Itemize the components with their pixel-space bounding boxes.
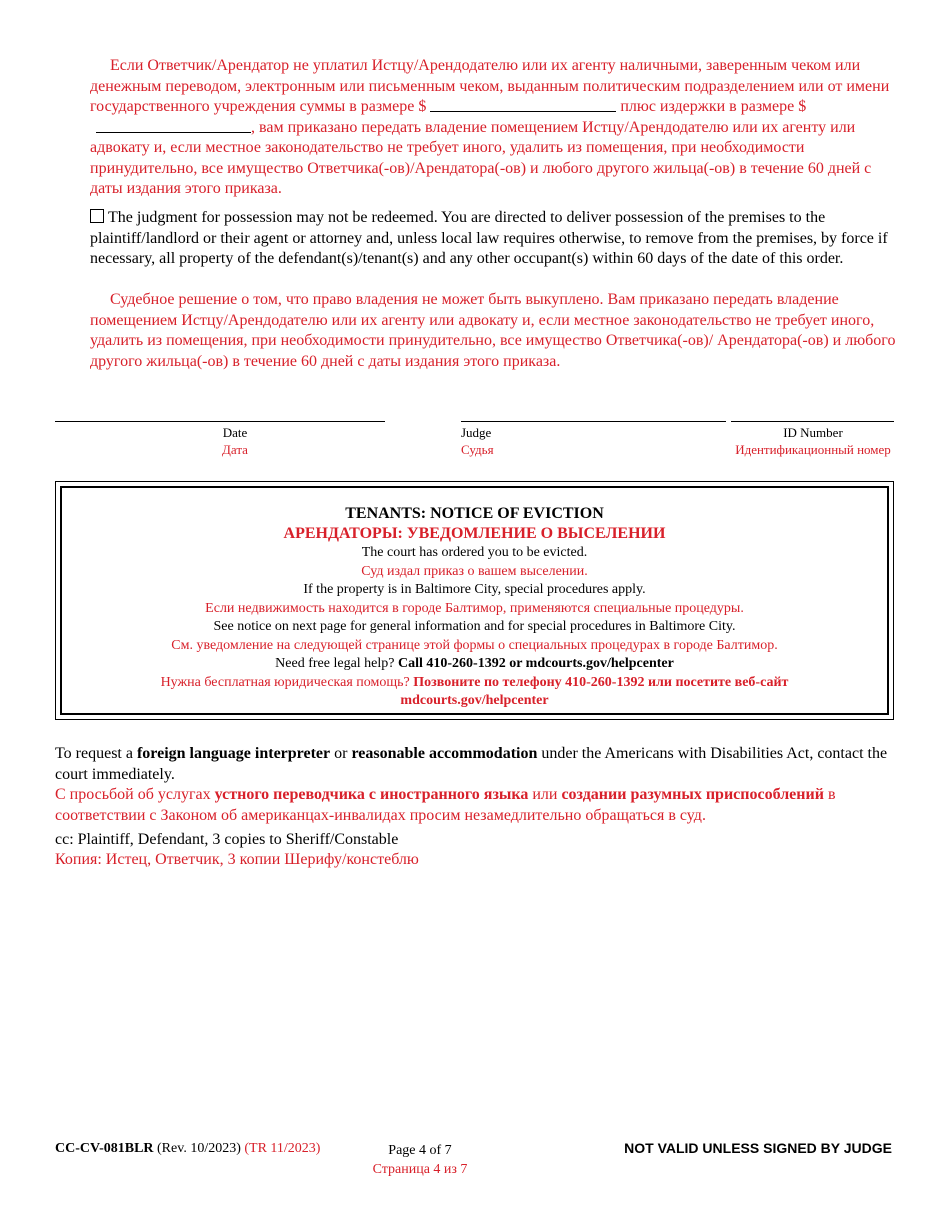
date-signature-line[interactable] — [55, 421, 385, 422]
notice-line2-ru: Если недвижимость находится в городе Балтимор, применяются специальные процедуры. — [205, 600, 744, 616]
redeem-text-part2: плюс издержки в размере $ — [620, 98, 807, 115]
date-label — [175, 424, 295, 458]
judge-signature-line[interactable] — [461, 421, 726, 422]
accom-ru-text1: С просьбой об услугах — [55, 786, 211, 803]
cc-en: cc: Plaintiff, Defendant, 3 copies to Sheriff/Constable — [55, 831, 399, 848]
help-prefix-en: Need free legal help? — [275, 656, 395, 671]
notice-help-ru — [62, 674, 887, 693]
page-number — [360, 1141, 480, 1179]
redeem-amount-field[interactable] — [430, 97, 616, 112]
id-number-line[interactable] — [731, 421, 894, 422]
eviction-notice-content — [62, 504, 887, 711]
no-redeem-paragraph-en — [90, 208, 900, 270]
accom-ru-text2: или — [532, 786, 558, 803]
help-contact-en[interactable]: Call 410-260-1392 or mdcourts.gov/helpcenter — [398, 656, 674, 671]
redeem-text-part3: , вам приказано передать владение помещением Истцу/Арендодателю или их агенту или адвокату и, если местное законодательство не требует иного, удалить из помещения, при необходимости принудительно, все имущество Ответчика(-ов)/Арендатора(-ов) и любого другого жильца(-ов) в течение 60 дней с даты издания этого приказа. — [90, 118, 872, 197]
accommodation-ru — [55, 785, 900, 826]
id-number-label — [718, 424, 908, 458]
notice-help-en — [62, 655, 887, 674]
eviction-notice-inner-border — [60, 486, 889, 715]
notice-line2-en: If the property is in Baltimore City, special procedures apply. — [303, 582, 646, 597]
form-revision: (Rev. 10/2023) — [157, 1141, 241, 1156]
notice-line3-ru: См. уведомление на следующей странице этой формы о специальных процедурах в городе Балтимор. — [171, 637, 778, 653]
judge-label-ru: Судья — [461, 442, 494, 457]
help-website-ru[interactable]: mdcourts.gov/helpcenter — [400, 693, 549, 708]
judge-label — [461, 424, 494, 458]
accom-en-text2: or — [334, 745, 348, 762]
accom-en-accommodation: reasonable accommodation — [351, 745, 538, 762]
accom-en-text1: To request a — [55, 745, 133, 762]
accom-ru-interpreter: устного переводчика с иностранного языка — [214, 786, 529, 803]
accom-ru-accommodation: создании разумных приспособлений — [561, 786, 824, 803]
id-number-label-en: ID Number — [783, 425, 843, 440]
notice-title-en: TENANTS: NOTICE OF EVICTION — [345, 505, 604, 522]
redeem-text-part1: Если Ответчик/Арендатор не уплатил Истцу/Арендодателю или их агенту наличными, заверенным чеком или денежным переводом, электронным или письменным чеком, выданным политическим подразделением или от имени государственного учреждения суммы в размере $ — [90, 57, 890, 115]
form-id-line — [55, 1141, 320, 1157]
no-redeem-text-en: The judgment for possession may not be redeemed. You are directed to deliver possession of the premises to the plaintiff/landlord or their agent or attorney and, unless local law requires otherwise, to remove from the premises, by force if necessary, all property of the defendant(s)/tenant(s) and any other occupant(s) within 60 days of the date of this order. — [90, 209, 888, 267]
not-valid-notice: NOT VALID UNLESS SIGNED BY JUDGE — [624, 1140, 892, 1156]
accommodation-en — [55, 744, 900, 785]
cc-ru: Копия: Истец, Ответчик, 3 копии Шерифу/констеблю — [55, 851, 419, 868]
help-contact-ru[interactable]: Позвоните по телефону 410-260-1392 или посетите веб-сайт — [413, 674, 789, 690]
judge-label-en: Judge — [461, 425, 492, 440]
id-number-label-ru: Идентификационный номер — [735, 442, 891, 457]
notice-line1-ru: Суд издал приказ о вашем выселении. — [361, 563, 588, 579]
form-translation-date: (TR 11/2023) — [244, 1141, 321, 1156]
redeem-paragraph-ru — [90, 56, 900, 200]
costs-amount-field[interactable] — [96, 118, 251, 133]
notice-line1-en: The court has ordered you to be evicted. — [361, 545, 588, 560]
accom-en-interpreter: foreign language interpreter — [136, 745, 331, 762]
no-redeem-paragraph-ru — [90, 290, 900, 372]
accom-en-text3: under the Americans with Disabilities Act, contact the court immediately. — [55, 745, 888, 783]
no-redeem-text-ru: Судебное решение о том, что право владения не может быть выкуплено. Вам приказано передать владение помещением Истцу/Арендодателю или их агенту или адвокату и, если местное законодательство не требует иного, удалить из помещения, при необходимости принудительно, все имущество Ответчика(-ов)/ Арендатора(-ов) и любого другого жильца(-ов) в течение 60 дней с даты издания этого приказа. — [90, 291, 896, 370]
date-label-ru: Дата — [222, 442, 248, 457]
accom-ru-text3: в соответствии с Законом об американцах-инвалидах просим незамедлительно обращаться в суд. — [55, 786, 836, 824]
page-number-en: Page 4 of 7 — [388, 1143, 452, 1158]
notice-line3-en: See notice on next page for general information and for special procedures in Baltimore City. — [213, 619, 736, 634]
form-id: CC-CV-081BLR — [55, 1141, 154, 1156]
date-label-en: Date — [222, 425, 248, 440]
notice-title-ru: АРЕНДАТОРЫ: УВЕДОМЛЕНИЕ О ВЫСЕЛЕНИИ — [283, 525, 666, 542]
help-prefix-ru: Нужна бесплатная юридическая помощь? — [160, 674, 410, 690]
eviction-notice-box — [55, 481, 894, 720]
page-number-ru: Страница 4 из 7 — [372, 1162, 468, 1177]
no-redeem-checkbox[interactable] — [90, 209, 104, 223]
